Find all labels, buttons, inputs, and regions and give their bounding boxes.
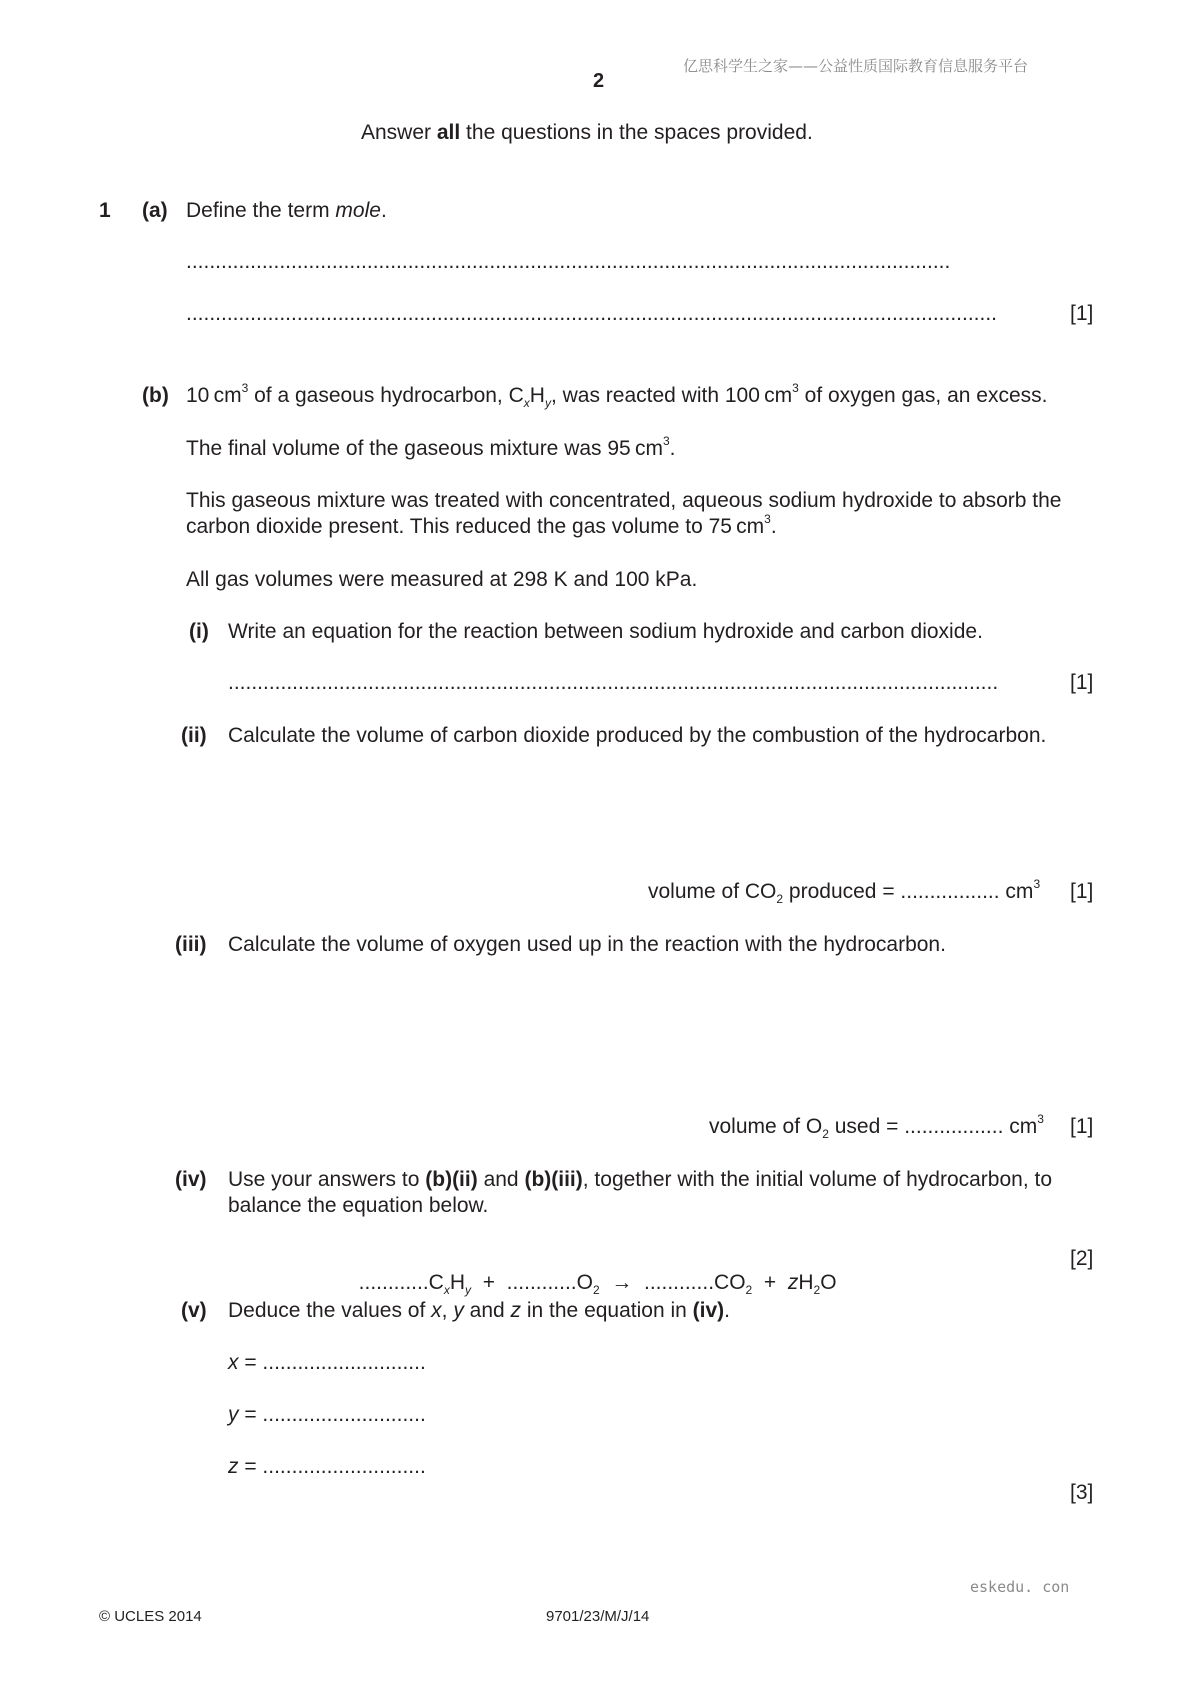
- subpart-iv-label: (iv): [175, 1168, 207, 1191]
- y-answer-line: = ............................: [238, 1403, 426, 1426]
- iii-ans-pre: volume of O: [709, 1115, 823, 1138]
- z-var: z: [228, 1455, 239, 1478]
- p1-h: H: [529, 384, 545, 407]
- subpart-ii-text: Calculate the volume of carbon dioxide produced by the combustion of the hydrocarbon.: [228, 724, 1047, 747]
- balance-equation[interactable]: [347, 1247, 837, 1298]
- subpart-v-text: [228, 1299, 730, 1323]
- iii-ans-sub: 2: [822, 1127, 829, 1142]
- x-answer-line: = ............................: [238, 1351, 426, 1374]
- iv-b2: (b)(iii): [524, 1168, 583, 1191]
- instruction-text-post: the questions in the spaces provided.: [460, 121, 813, 144]
- subpart-iii-answer[interactable]: [709, 1112, 1044, 1142]
- ii-ans-sub: 2: [776, 892, 784, 907]
- subpart-v-label: (v): [181, 1299, 207, 1322]
- eq-h2: H: [798, 1271, 814, 1294]
- x-var: x: [228, 1351, 239, 1374]
- p1-b: of a gaseous hydrocarbon, C: [248, 384, 524, 407]
- p3-text: carbon dioxide present. This reduced the gas volume to 75: [186, 515, 732, 538]
- subpart-iii-text: Calculate the volume of oxygen used up in the reaction with the hydrocarbon.: [228, 933, 946, 956]
- iv-mid: and: [477, 1168, 525, 1191]
- part-a-text-post: .: [380, 199, 387, 222]
- eq-plus2: +: [752, 1271, 788, 1294]
- part-a-label: (a): [142, 199, 168, 222]
- v-pre: Deduce the values of: [228, 1299, 432, 1322]
- paper-code: 9701/23/M/J/14: [546, 1608, 650, 1625]
- v-y: y: [453, 1299, 464, 1322]
- p1-unit2: cm: [764, 384, 793, 407]
- part-a-marks: [1]: [1070, 302, 1094, 325]
- p1-sup1: 3: [241, 381, 249, 395]
- iv-pre: Use your answers to: [228, 1168, 426, 1191]
- v-z: z: [510, 1299, 522, 1322]
- iii-ans-sup: 3: [1037, 1112, 1044, 1126]
- eq-z: z: [787, 1271, 799, 1294]
- subpart-iv-marks: [2]: [1070, 1247, 1094, 1270]
- part-b-paragraph-3-line-2: [186, 512, 777, 539]
- subpart-iv-line-2: balance the equation below.: [228, 1194, 489, 1217]
- subpart-i-marks: [1]: [1070, 671, 1094, 694]
- p2-end: .: [669, 437, 676, 460]
- v-c1: ,: [441, 1299, 454, 1322]
- p2-text: The final volume of the gaseous mixture was 95: [186, 437, 631, 460]
- v-bold: (iv): [692, 1299, 725, 1322]
- subpart-ii-answer[interactable]: [648, 877, 1041, 907]
- iii-ans-mid: used = ................. cm: [828, 1115, 1038, 1138]
- eq-arrow: → ............CO: [599, 1271, 746, 1294]
- y-answer[interactable]: [228, 1403, 426, 1427]
- eq-h: H: [449, 1271, 466, 1294]
- z-answer-line: = ............................: [238, 1455, 426, 1478]
- eq-y: y: [465, 1283, 472, 1298]
- v-x: x: [431, 1299, 442, 1322]
- ii-ans-sup: 3: [1033, 877, 1041, 891]
- v-end: .: [724, 1299, 731, 1322]
- v-mid: in the equation in: [521, 1299, 693, 1322]
- copyright: © UCLES 2014: [99, 1608, 202, 1625]
- eq-o2: 2: [592, 1283, 600, 1298]
- watermark-bottom: eskedu. con: [970, 1578, 1070, 1596]
- subpart-iii-marks: [1]: [1070, 1115, 1094, 1138]
- eq-h2sub: 2: [813, 1283, 821, 1298]
- subpart-i-text: Write an equation for the reaction between sodium hydroxide and carbon dioxide.: [228, 620, 983, 643]
- eq-o: O: [820, 1271, 837, 1294]
- part-a-answer-line-2[interactable]: ...........................................................................................................................................: [186, 302, 997, 325]
- iv-b1: (b)(ii): [425, 1168, 478, 1191]
- subpart-ii-marks: [1]: [1070, 880, 1094, 903]
- part-a-text-em: mole: [335, 199, 381, 222]
- eq-x: x: [443, 1283, 450, 1298]
- eq-plus1: + ............O: [471, 1271, 593, 1294]
- subpart-v-marks: [3]: [1070, 1481, 1094, 1504]
- subpart-i-answer-line[interactable]: ....................................................................................................................................: [228, 671, 999, 694]
- part-b-paragraph-2: [186, 434, 676, 461]
- part-b-paragraph-3-line-1: This gaseous mixture was treated with concentrated, aqueous sodium hydroxide to absorb the: [186, 489, 1062, 512]
- instruction: [361, 121, 813, 145]
- iv-post: , together with the initial volume of hydrocarbon, to: [582, 1168, 1053, 1191]
- instruction-text-pre: Answer: [361, 121, 437, 144]
- x-answer[interactable]: [228, 1351, 426, 1375]
- p1-d: of oxygen gas, an excess.: [798, 384, 1048, 407]
- eq-dots1: ............C: [358, 1271, 444, 1294]
- subpart-iii-label: (iii): [175, 933, 207, 956]
- y-var: y: [228, 1403, 239, 1426]
- ii-ans-mid: produced = ................. cm: [783, 880, 1034, 903]
- p3-sup: 3: [764, 512, 771, 526]
- question-number: 1: [99, 199, 111, 222]
- subpart-iv-line-1: [228, 1168, 1052, 1192]
- part-b-paragraph-1: [186, 381, 1048, 411]
- instruction-text-bold: all: [436, 121, 461, 144]
- page-number: 2: [593, 70, 605, 92]
- subpart-ii-label: (ii): [181, 724, 207, 747]
- z-answer[interactable]: [228, 1455, 426, 1479]
- subpart-i-label: (i): [189, 620, 209, 643]
- p1-a: 10: [186, 384, 210, 407]
- part-a-text: [186, 199, 387, 223]
- p1-y: y: [544, 396, 551, 411]
- p1-x: x: [523, 396, 530, 411]
- p3-end: .: [770, 515, 777, 538]
- part-a-answer-line-1[interactable]: ...................................................................................................................................: [186, 250, 951, 273]
- part-a-text-pre: Define the term: [186, 199, 336, 222]
- watermark-top: 亿思科学生之家——公益性质国际教育信息服务平台: [683, 57, 1029, 75]
- p1-unit1: cm: [213, 384, 242, 407]
- p2-unit: cm: [634, 437, 663, 460]
- part-b-paragraph-4: All gas volumes were measured at 298 K and 100 kPa.: [186, 568, 698, 591]
- v-and: and: [463, 1299, 511, 1322]
- p1-c: , was reacted with 100: [550, 384, 760, 407]
- p3-unit: cm: [736, 515, 765, 538]
- p2-sup: 3: [662, 434, 670, 448]
- p1-sup2: 3: [792, 381, 799, 395]
- ii-ans-pre: volume of CO: [648, 880, 777, 903]
- eq-co2: 2: [745, 1283, 753, 1298]
- part-b-label: (b): [142, 384, 169, 407]
